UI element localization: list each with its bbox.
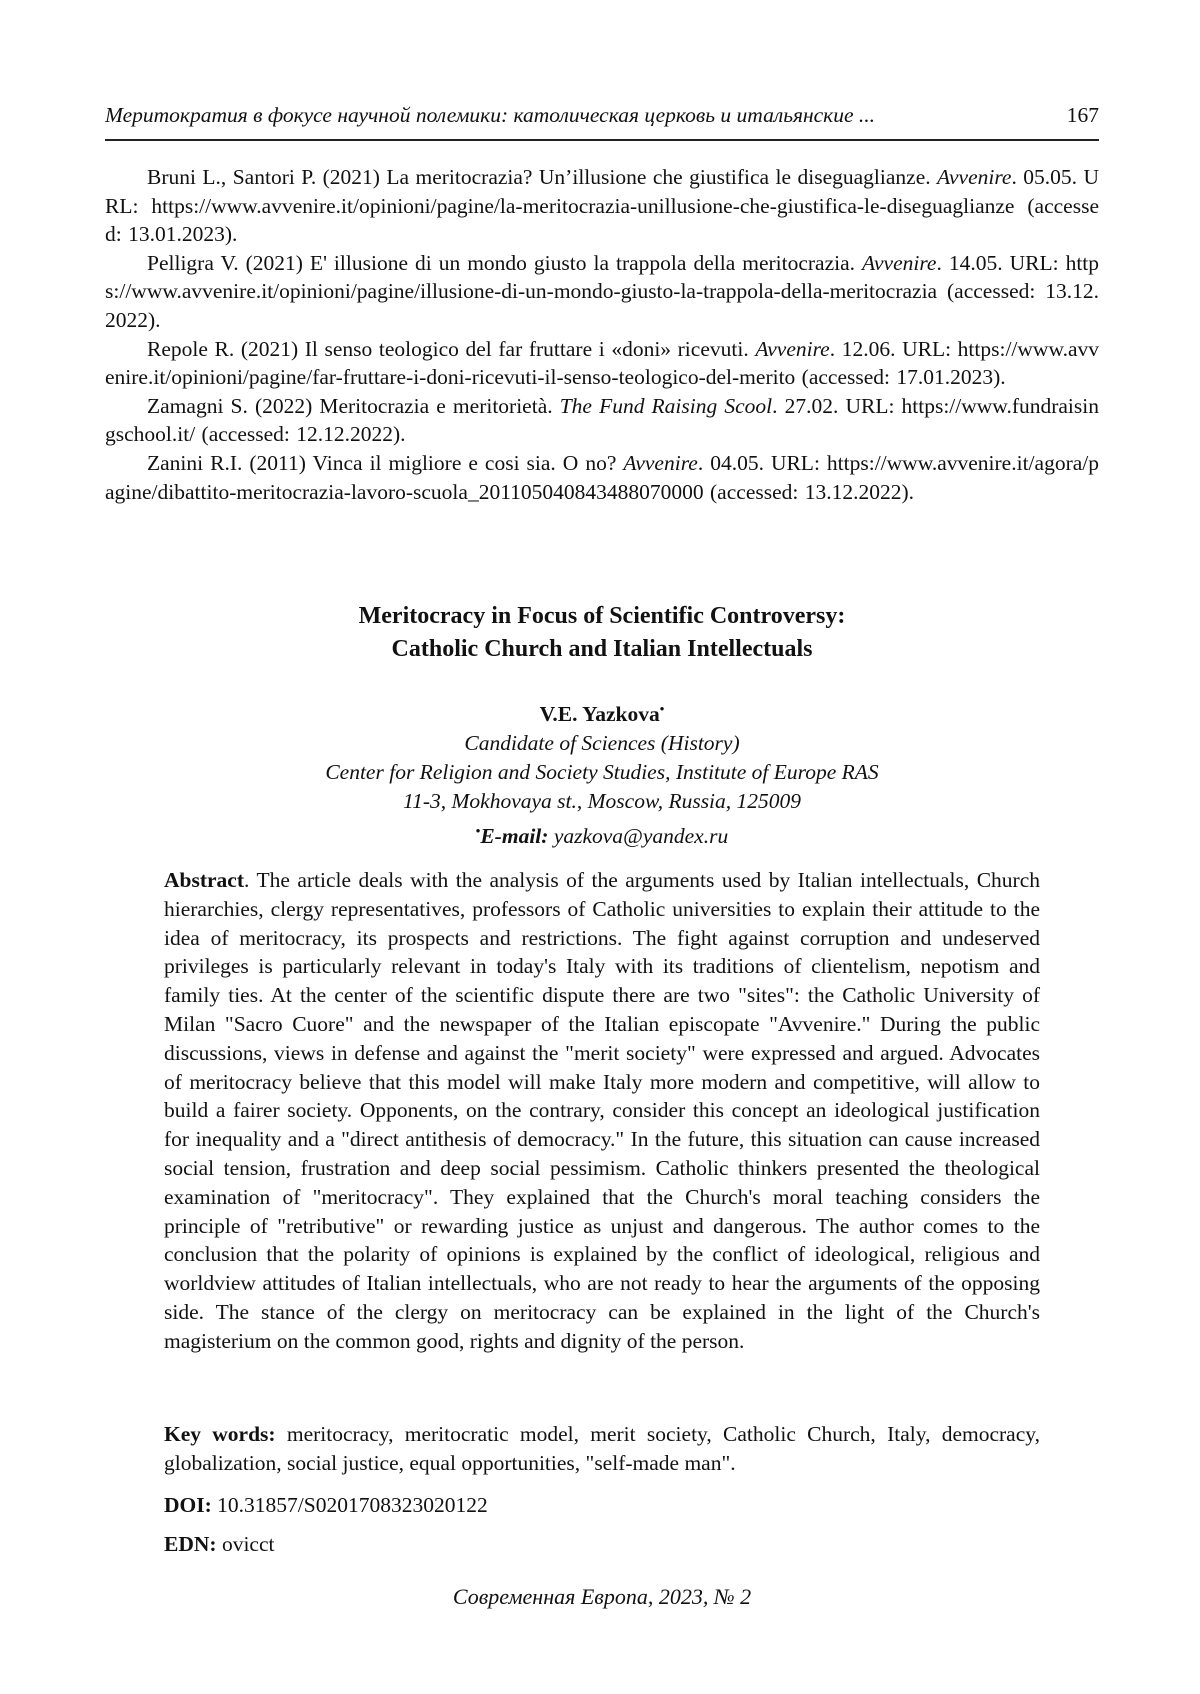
keywords: [164, 1420, 1040, 1478]
edn-line: [164, 1532, 274, 1557]
reference-item: Zamagni S. (2022) Meritocrazia e meritorietà. The Fund Raising Scool. 27.02. URL: https://www.fundraisingschool.it/ (accessed: 12.12.2022).: [105, 393, 1099, 447]
reference-journal: Avvenire: [755, 336, 830, 361]
reference-journal: Avvenire: [862, 250, 937, 275]
doi-value[interactable]: 10.31857/S0201708323020122: [211, 1493, 488, 1517]
reference-journal: Avvenire: [937, 165, 1012, 189]
article-title: [105, 600, 1099, 666]
author-address: 11-3, Mokhovaya st., Moscow, Russia, 125009: [402, 789, 802, 814]
reference-item: Bruni L., Santori P. (2021) La meritocrazia? Un’illusione che giustifica le diseguaglianze. Avvenire. 05.05. URL: https://www.avvenire.it/opinioni/pagine/la-meritocrazia-unillusione-che-giustifica-le-diseguaglianze (accessed: 13.01.2023).: [105, 165, 1099, 247]
keywords-text: meritocracy, meritocratic model, merit society, Catholic Church, Italy, democracy, globalization, social justice, equal opportunities, "self-made man".: [164, 1422, 1040, 1475]
journal-footer: Современная Европа, 2023, № 2: [452, 1584, 752, 1609]
author-block: [105, 694, 1099, 851]
doi-label: DOI:: [164, 1493, 212, 1517]
page-number: 167: [1066, 103, 1099, 127]
article-title-line: Meritocracy in Focus of Scientific Controversy:: [358, 603, 846, 629]
abstract: [164, 866, 1040, 1356]
reference-journal: The Fund Raising Scool: [559, 393, 773, 418]
author-degree: Candidate of Sciences (History): [464, 731, 740, 756]
keywords-label: Key words:: [164, 1422, 276, 1446]
reference-item: Pelligra V. (2021) E' illusione di un mondo giusto la trappola della meritocrazia. Avvenire. 14.05. URL: https://www.avvenire.it/opinioni/pagine/illusione-di-un-mondo-giusto-la-trappola-della-meritocrazia (accessed: 13.12.2022).: [105, 250, 1100, 332]
running-head: [105, 103, 1099, 128]
email-label: E-mail:: [480, 824, 549, 849]
reference-item: Zanini R.I. (2011) Vinca il migliore e cosi sia. O no? Avvenire. 04.05. URL: https://www.avvenire.it/agora/pagine/dibattito-meritocrazia-lavoro-scuola_201105040843488070000 (accessed: 13.12.2022).: [105, 450, 1099, 504]
abstract-text: . The article deals with the analysis of the arguments used by Italian intellectuals, Church hierarchies, clergy representatives, professors of Catholic universities to explain their attitude to the idea of meritocracy, its prospects and restrictions. The fight against corruption and undeserved privileges is particularly relevant in today's Italy with its traditions of clientelism, nepotism and family ties. At the center of the scientific dispute there are two "sites": the Catholic University of Milan "Sacro Cuore" and the newspaper of the Italian episcopate "Avvenire." During the public discussions, views in defense and against the "merit society" were expressed and argued. Advocates of meritocracy believe that this model will make Italy more modern and competitive, will allow to build a fairer society. Opponents, on the contrary, consider this concept an ideological justification for inequality and a "direct antithesis of democracy." In the future, this situation can cause increased social tension, frustration and deep social pessimism. Catholic thinkers presented the theological examination of "meritocracy". They explained that the Church's moral teaching considers the principle of "retributive" or rewarding justice as unjust and dangerous. The author comes to the conclusion that the polarity of opinions is explained by the conflict of ideological, religious and worldview attitudes of Italian intellectuals, who are not ready to hear the arguments of the opposing side. The stance of the clergy on meritocracy can be explained in the light of the Church's magisterium on the common good, rights and dignity of the person.: [164, 868, 1040, 1353]
reference-item: Repole R. (2021) Il senso teologico del far fruttare i «doni» ricevuti. Avvenire. 12.06. URL: https://www.avvenire.it/opinioni/pagine/far-fruttare-i-doni-ricevuti-il-senso-teologico-del-merito (accessed: 17.01.2023).: [105, 336, 1099, 390]
author-email[interactable]: yazkova@yandex.ru: [553, 824, 729, 849]
abstract-label: Abstract: [164, 868, 245, 892]
header-rule: [105, 139, 1099, 141]
article-title-line: Catholic Church and Italian Intellectuals: [391, 636, 813, 662]
author-email-line: •E-mail: yazkova@yandex.ru: [475, 823, 729, 849]
author-footnote-mark: •: [659, 701, 665, 716]
author-name: V.E. Yazkova: [539, 702, 660, 727]
doi-line: [164, 1493, 488, 1518]
edn-value: ovicct: [216, 1532, 275, 1556]
reference-list: [105, 163, 1099, 506]
edn-label: EDN:: [164, 1532, 217, 1556]
running-head-title: Меритократия в фокусе научной полемики: католическая церковь и итальянские ...: [105, 103, 876, 127]
reference-journal: Avvenire: [623, 450, 698, 475]
author-affiliation: Center for Religion and Society Studies, Institute of Europe RAS: [325, 760, 879, 785]
